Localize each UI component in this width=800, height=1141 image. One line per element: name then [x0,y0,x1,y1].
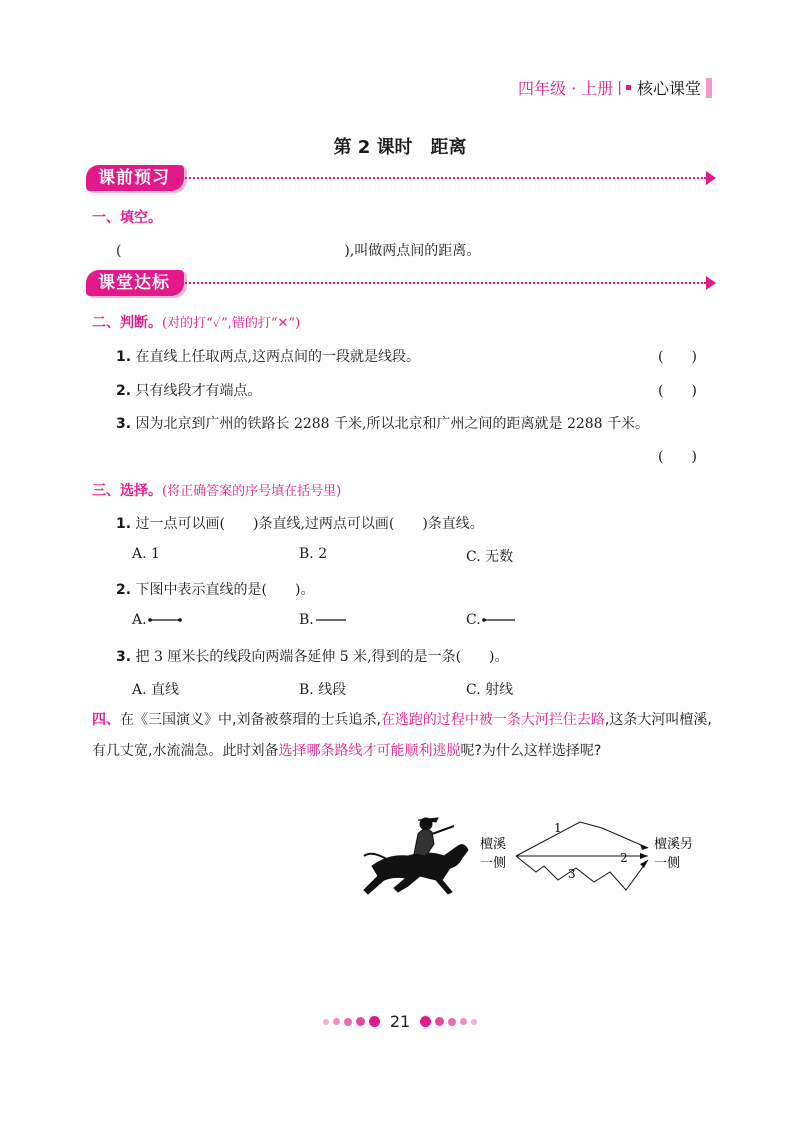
question-4-paragraph [92,705,712,767]
choice-item [116,513,484,533]
option-b[interactable] [299,612,348,628]
ray-icon [481,615,517,625]
heading-note: (对的打“✓”,错的打“✕”) [162,316,301,331]
header-square-icon [626,85,631,90]
item-number: 1. [116,349,132,365]
item-number: 1. [116,516,132,532]
route-3-line [516,856,648,890]
dot-icon [471,1019,477,1025]
dot-icon [344,1018,352,1026]
item-text: 下图中表示直线的是( )。 [135,582,315,598]
option-a[interactable]: A. 直线 [132,682,180,698]
question-number: 四、 [92,712,120,728]
highlight-text: 在逃跑的过程中被一条大河拦住去路 [380,712,605,728]
section-banner-classroom [86,270,716,298]
route-1-label: 1 [554,821,562,835]
left-bank-label: 檀溪 [480,837,507,852]
section-tag: 课前预习 [86,165,184,191]
dot-icon [460,1018,467,1025]
option-letter: B. [299,612,314,628]
option-letter: C. [466,612,481,628]
answer-paren[interactable]: ( ) [658,449,697,465]
dotted-line [182,282,706,284]
blank-open: ( [116,243,122,259]
option-c[interactable]: C. 射线 [466,682,514,698]
answer-paren[interactable]: ( ) [658,383,697,399]
dot-icon [356,1017,365,1026]
option-a[interactable] [132,612,183,628]
item-text: 过一点可以画( )条直线,过两点可以画( )条直线。 [135,516,484,532]
highlight-text: 选择哪条路线才可能顺利逃脱 [278,743,461,759]
item-text: 把 3 厘米长的线段向两端各延伸 5 米,得到的是一条( )。 [135,649,509,665]
dot-icon [369,1016,380,1027]
route-2-label: 2 [620,851,628,865]
right-bank-label: 檀溪另 [654,837,694,852]
item-text: 因为北京到广州的铁路长 2288 千米,所以北京和广州之间的距离就是 2288 千米。 [135,416,650,432]
item-text: 只有线段才有端点。 [135,383,262,399]
page-number: 21 [389,1012,411,1031]
section-tag: 课堂达标 [86,270,184,296]
header-separator: | [617,79,622,96]
answer-paren[interactable]: ( ) [658,349,697,365]
fill-blank-line [116,240,480,260]
horse-rider-illustration [364,818,468,894]
grade-label: 四年级 · 上册 [518,79,614,98]
dot-icon [435,1017,444,1026]
escape-route-diagram [358,810,708,900]
option-c[interactable] [466,612,517,628]
section-banner-preview [86,165,716,193]
heading-text: 二、判断。 [92,315,162,331]
page-footer [0,1012,800,1031]
item-number: 2. [116,582,132,598]
question-2-heading [92,312,300,332]
segment-icon [147,615,183,625]
dot-icon [323,1019,329,1025]
question-3-heading [92,480,341,500]
line-icon [314,615,348,625]
page-title: 第 2 课时 距离 [333,137,467,158]
item-number: 2. [116,383,132,399]
header-bar-icon [706,78,712,98]
choice-item [116,646,509,666]
dotted-line [182,177,706,179]
item-number: 3. [116,649,132,665]
route-3-label: 3 [568,867,576,881]
judge-item [116,346,420,366]
story-text: 呢?为什么这样选择呢? [460,743,602,759]
page-header [518,76,712,99]
route-1-line [516,822,648,856]
option-b[interactable]: B. 2 [299,546,328,562]
item-text: 在直线上任取两点,这两点间的一段就是线段。 [135,349,420,365]
heading-text: 三、选择。 [92,483,162,499]
heading-note: (将正确答案的序号填在括号里) [162,484,342,499]
judge-item [116,413,649,433]
story-text: ,这条大河叫檀溪,有几丈宽,水流湍急。此时刘备 [92,712,712,759]
dot-icon [448,1018,456,1026]
right-bank-label: 一侧 [654,856,681,871]
option-letter: A. [132,612,147,628]
dot-icon [333,1018,340,1025]
choice-item [116,579,314,599]
blank-close-text: ),叫做两点间的距离。 [344,243,481,259]
arrow-right-icon [706,276,716,290]
option-c[interactable]: C. 无数 [466,549,514,565]
question-1-heading: 一、填空。 [92,210,162,226]
left-bank-label: 一侧 [480,856,507,871]
item-number: 3. [116,416,132,432]
story-text: 在《三国演义》中,刘备被蔡瑁的士兵追杀, [120,712,381,728]
option-b[interactable]: B. 线段 [299,682,347,698]
dot-icon [420,1016,431,1027]
judge-item [116,380,262,400]
option-a[interactable]: A. 1 [132,546,160,562]
section-label: 核心课堂 [636,79,701,98]
arrow-right-icon [706,171,716,185]
